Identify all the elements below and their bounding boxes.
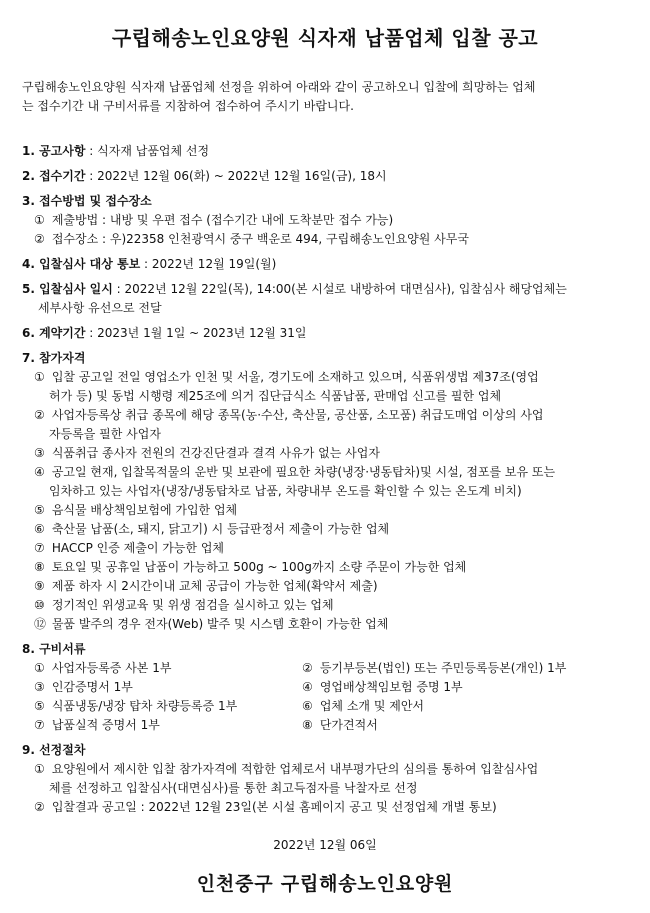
section-6-label: 6. 계약기간 (22, 326, 86, 340)
list-item (22, 520, 632, 539)
item-text: 사업자등록증 사본 1부 (51, 661, 172, 675)
item-text: 등기부등본(법인) 또는 주민등록등본(개인) 1부 (319, 661, 567, 675)
item-text: 제품 하자 시 2시간이내 교체 공급이 가능한 업체(확약서 제출) (51, 579, 378, 593)
item-text: 식품냉동/냉장 탑차 차량등록증 1부 (51, 699, 238, 713)
list-item (22, 558, 632, 577)
list-item (22, 368, 632, 387)
item-mark: ④ (34, 465, 45, 479)
section-9-label: 9. 선정절차 (22, 743, 86, 757)
section-7-label: 7. 참가자격 (22, 351, 86, 365)
document-item (302, 716, 570, 735)
item-text: 제출방법 : 내방 및 우편 접수 (접수기간 내에 도착분만 접수 가능) (51, 213, 394, 227)
section-9 (22, 741, 632, 817)
section-1-label: 1. 공고사항 (22, 144, 86, 158)
section-7 (22, 349, 632, 634)
section-6-text: : 2023년 1월 1일 ~ 2023년 12월 31일 (85, 326, 307, 340)
section-8 (22, 640, 632, 735)
item-continuation: 자등록을 필한 사업자 (49, 427, 161, 441)
section-2-text: : 2022년 12월 06(화) ~ 2022년 12월 16일(금), 18시 (85, 169, 387, 183)
list-item (22, 230, 632, 249)
item-mark: ② (34, 408, 45, 422)
document-item (34, 697, 302, 716)
document-row (22, 659, 632, 678)
document-item (34, 678, 302, 697)
item-text: 인감증명서 1부 (51, 680, 133, 694)
list-item (22, 798, 632, 817)
item-mark: ④ (302, 680, 313, 694)
section-5-label: 5. 입찰심사 일시 (22, 282, 113, 296)
document-item (302, 659, 570, 678)
item-mark: ① (34, 762, 45, 776)
item-mark: ② (34, 800, 45, 814)
item-mark: ① (34, 370, 45, 384)
section-4-text: : 2022년 12월 19일(월) (140, 257, 277, 271)
item-mark: ⑧ (302, 718, 313, 732)
list-item (22, 211, 632, 230)
item-text: 단가견적서 (319, 718, 378, 732)
item-text: 정기적인 위생교육 및 위생 점검을 실시하고 있는 업체 (51, 598, 334, 612)
document-item (302, 678, 570, 697)
section-2 (22, 167, 632, 186)
list-item (22, 615, 632, 634)
item-mark: ⑤ (34, 503, 45, 517)
item-mark: ⑨ (34, 579, 45, 593)
item-mark: ⑥ (302, 699, 313, 713)
list-item (22, 539, 632, 558)
section-5 (22, 280, 632, 318)
item-text: HACCP 인증 제출이 가능한 업체 (51, 541, 225, 555)
item-mark: ⑥ (34, 522, 45, 536)
document-row (22, 697, 632, 716)
sections (22, 142, 632, 817)
item-mark: ① (34, 661, 45, 675)
item-text: 입찰 공고일 전일 영업소가 인천 및 서울, 경기도에 소재하고 있으며, 식품위생법 제37조(영업 (51, 370, 539, 384)
item-continuation: 허가 등) 및 동법 시행령 제25조에 의거 집단급식소 식품납품, 판매업 신고를 필한 업체 (49, 389, 502, 403)
list-item (22, 444, 632, 463)
announcement-date: 2022년 12월 06일 (273, 838, 377, 852)
section-3 (22, 192, 632, 249)
item-mark: ③ (34, 680, 45, 694)
list-item (22, 406, 632, 425)
item-mark: ⑦ (34, 541, 45, 555)
document-item (34, 659, 302, 678)
item-mark: ② (34, 232, 45, 246)
section-5-text: : 2022년 12월 22일(목), 14:00(본 시설로 내방하여 대면심사), 입찰심사 해당업체는 (112, 282, 567, 296)
section-1-text: : 식자재 납품업체 선정 (85, 144, 210, 158)
item-text: 영업배상책임보험 증명 1부 (319, 680, 463, 694)
item-mark: ② (302, 661, 313, 675)
item-continuation: 임차하고 있는 사업자(냉장/냉동탑차로 납품, 차량내부 온도를 확인할 수 있는 온도계 비치) (49, 484, 522, 498)
intro-line: 는 접수기간 내 구비서류를 지참하여 접수하여 주시기 바랍니다. (22, 99, 354, 113)
section-8-label: 8. 구비서류 (22, 642, 86, 656)
intro-paragraph (22, 78, 630, 116)
document-item (302, 697, 570, 716)
item-text: 요양원에서 제시한 입찰 참가자격에 적합한 업체로서 내부평가단의 심의를 통하여 입찰심사업 (51, 762, 539, 776)
list-item (22, 463, 632, 482)
document-row (22, 716, 632, 735)
section-6 (22, 324, 632, 343)
item-text: 사업자등록상 취급 종목에 해당 종목(농·수산, 축산물, 공산품, 소모품) 취급도매업 이상의 사업 (51, 408, 544, 422)
section-1 (22, 142, 632, 161)
organization-name: 인천중구 구립해송노인요양원 (196, 873, 454, 895)
list-item (22, 577, 632, 596)
item-text: 물품 발주의 경우 전자(Web) 발주 및 시스템 호환이 가능한 업체 (51, 617, 389, 631)
document-item (34, 716, 302, 735)
item-text: 음식물 배상책임보험에 가입한 업체 (51, 503, 238, 517)
item-text: 공고일 현재, 입찰목적물의 운반 및 보관에 필요한 차량(냉장·냉동탑차)및 시설, 점포를 보유 또는 (51, 465, 556, 479)
section-2-label: 2. 접수기간 (22, 169, 86, 183)
intro-line: 구립해송노인요양원 식자재 납품업체 선정을 위하여 아래와 같이 공고하오니 입찰에 희망하는 업체 (22, 80, 536, 94)
item-text: 접수장소 : 우)22358 인천광역시 중구 백운로 494, 구립해송노인요양원 사무국 (51, 232, 469, 246)
item-mark: ⑤ (34, 699, 45, 713)
section-4 (22, 255, 632, 274)
item-text: 축산물 납품(소, 돼지, 닭고기) 시 등급판정서 제출이 가능한 업체 (51, 522, 390, 536)
section-4-label: 4. 입찰심사 대상 통보 (22, 257, 141, 271)
list-item (22, 596, 632, 615)
section-3-label: 3. 접수방법 및 접수장소 (22, 194, 152, 208)
item-text: 토요일 및 공휴일 납품이 가능하고 500g ~ 100g까지 소량 주문이 가능한 업체 (51, 560, 467, 574)
list-item (22, 501, 632, 520)
item-mark: ⑦ (34, 718, 45, 732)
document-row (22, 678, 632, 697)
item-text: 업체 소개 및 제안서 (319, 699, 425, 713)
list-item (22, 760, 632, 779)
item-mark: ⑩ (34, 598, 45, 612)
item-mark: ⑧ (34, 560, 45, 574)
item-mark: ③ (34, 446, 45, 460)
section-5-continuation: 세부사항 유선으로 전달 (38, 301, 162, 315)
item-mark: ⑫ (34, 617, 47, 631)
item-text: 납품실적 증명서 1부 (51, 718, 160, 732)
page-title: 구립해송노인요양원 식자재 납품업체 입찰 공고 (111, 26, 539, 50)
item-text: 입찰결과 공고일 : 2022년 12월 23일(본 시설 홈페이지 공고 및 선정업체 개별 통보) (51, 800, 497, 814)
item-text: 식품취급 종사자 전원의 건강진단결과 결격 사유가 없는 사업자 (51, 446, 380, 460)
item-continuation: 체를 선정하고 입찰심사(대면심사)를 통한 최고득점자를 낙찰자로 선정 (49, 781, 418, 795)
item-mark: ① (34, 213, 45, 227)
